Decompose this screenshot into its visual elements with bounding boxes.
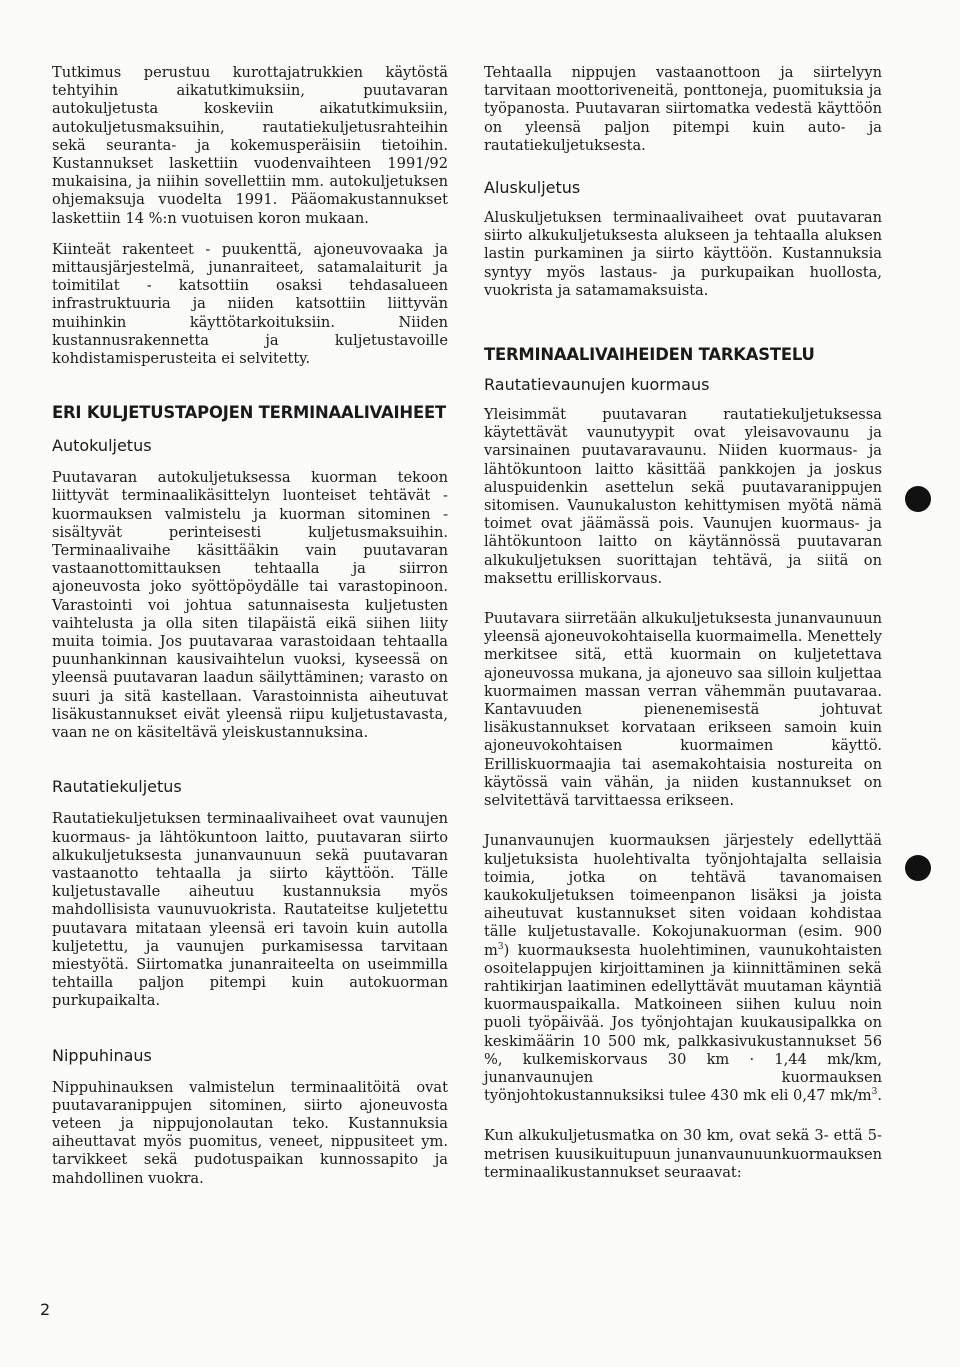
subheading-autokuljetus: Autokuljetus: [52, 436, 152, 456]
nippuhinaus-continued-paragraph: Tehtaalla nippujen vastaanottoon ja siirtelyyn tarvitaan moottoriveneitä, ponttoneja, puomituksia ja työpanosta. Puutavaran siirtomatka vedestä käyttöön on yleensä paljon pitempi kuin auto- ja rautatiekuljetuksesta.: [484, 64, 882, 154]
vaunutyypit-paragraph: Yleisimmät puutavaran rautatiekuljetuksessa käytettävät vaunutyypit ovat yleisavovaunu ja varsinainen puutavaravaunu. Niiden kuormaus- ja lähtökuntoon laitto käsittää pankkojen ja joskus aluspuidenkin asettelun sekä puutavaranippujen sitomisen. Vaunukaluston kehittymisen myötä nämä toimet ovat jäämässä pois. Vaunujen kuormaus- ja lähtökuntoon laitto on käytännössä puutavaran alkukuljetuksen suorittajan tehtävä, ja siitä on maksettu erilliskorvaus.: [484, 406, 882, 587]
margin-bullet-marker: [905, 486, 931, 512]
subheading-rautatiekuljetus: Rautatiekuljetus: [52, 777, 182, 797]
autokuljetus-paragraph: Puutavaran autokuljetuksessa kuorman tekoon liittyvät terminaalikäsittelyn luonteiset tehtävät - kuormauksen valmistelu ja kuorman sitominen - sisältyvät perinteisesti kuljetusmaksuihin. Terminaalivaihe käsittääkin vain puutavaran vastaanottomittauksen tehtaalla ja siirron ajoneuvosta joko syöttöpöydälle tai varastopinoon. Varastointi voi johtua satunnaisesta kuljetusten vaihtelusta ja olla siten tilapäistä eikä siihen liity muita toimia. Jos puutavaraa varastoidaan tehtaalla puunhankinnan kausivaihtelun vuoksi, kyseessä on yleensä puutavaran laadun säilyttäminen; varasto on suuri ja sitä kastellaan. Varastoinnista aiheutuvat lisäkustannukset eivät yleensä riipu kuljetustavasta, vaan ne on käsiteltävä yleiskustannuksina.: [52, 469, 448, 742]
nippuhinaus-paragraph: Nippuhinauksen valmistelun terminaalitöitä ovat puutavaranippujen sitominen, siirto ajoneuvosta veteen ja nippujonolautan teko. Kustannuksia aiheuttavat myös puomitus, veneet, nippusiteet ym. tarvikkeet sekä pudotuspaikan kunnossapito ja mahdollinen vuokra.: [52, 1078, 448, 1187]
right-column: [484, 64, 882, 1182]
subheading-rautatievaunujen-kuormaus: Rautatievaunujen kuormaus: [484, 375, 710, 395]
aluskuljetus-paragraph: Aluskuljetuksen terminaalivaiheet ovat puutavaran siirto alkukuljetuksesta alukseen ja tehtaalla aluksen lastin purkaminen ja siirto käyttöön. Kustannuksia syntyy myös lastaus- ja purkupaikan huollosta, vuokrista ja satamamaksuista.: [484, 209, 882, 299]
left-column: [52, 64, 448, 1188]
tyonjohto-paragraph: Junanvaunujen kuormauksen järjestely edellyttää kuljetuksista huolehtivalta työnjohtajalta sellaisia toimia, jotka on tehtävä tavanomaisen kaukokuljetuksen toimeenpanon lisäksi ja joista aiheutuvat kustannukset siten voidaan kohdistaa tälle kuljetustavalle. Kokojunakuorman (esim. 900 $m^3$) kuormauksesta huolehtiminen, vaunukohtaisten osoitelappujen kirjoittaminen ja kiinnittäminen sekä rahtikirjan laatiminen edellyttävät muutaman käyntiä kuormauspaikalla. Matkoineen siihen kuluu noin puoli työpäivää. Jos työnjohtajan kuukausipalkka on keskimäärin 10 500 mk, palkkasivukustannukset 56 %, kulkemiskorvaus 30 km · 1,44 mk/km, junanvaunujen kuormauksen työnjohtokustannuksiksi tulee 430 mk eli 0,47 $mk/m^3$.: [484, 832, 883, 1105]
fixed-structures-paragraph: Kiinteät rakenteet - puukenttä, ajoneuvovaaka ja mittausjärjestelmä, junanraiteet, satamalaiturit ja toimitilat - katsottiin osaksi tehdasalueen infrastruktuuria ja niiden katsottiin liittyvän muihinkin käyttötarkoituksiin. Niiden kustannusrakennetta ja kuljetustavoille kohdistamisperusteita ei selvitetty.: [52, 240, 448, 368]
section-heading-terminal-phases: ERI KULJETUSTAPOJEN TERMINAALIVAIHEET: [52, 403, 446, 423]
subheading-nippuhinaus: Nippuhinaus: [52, 1045, 152, 1065]
alkukuljetusmatka-paragraph: Kun alkukuljetusmatka on 30 km, ovat sekä 3- että 5-metrisen kuusikuitupuun junanvaunuunkuormauksen terminaalikustannukset seuraavat:: [484, 1127, 882, 1181]
subheading-aluskuljetus: Aluskuljetus: [484, 178, 581, 198]
margin-bullet-marker: [905, 855, 931, 881]
page-number: 2: [40, 1300, 51, 1319]
siirto-kuormaimella-paragraph: Puutavara siirretään alkukuljetuksesta junanvaunuun yleensä ajoneuvokohtaisella kuormaimella. Menettely merkitsee sitä, että kuormain on kuljetettava ajoneuvossa mukana, ja ajoneuvo saa silloin kuljettaa kuormaimen massan verran vähemmän puutavaraa. Kantavuuden pienenemisestä johtuvat lisäkustannukset korvataan erikseen samoin kuin ajoneuvokohtaisen kuormaimen käyttö. Erilliskuormaajia tai asemakohtaisia nostureita on käytössä vain vähän, ja niiden kustannukset on selvitettävä tarvittaessa erikseen.: [484, 610, 882, 810]
section-heading-tarkastelu: TERMINAALIVAIHEIDEN TARKASTELU: [484, 345, 815, 365]
intro-paragraph: Tutkimus perustuu kurottajatrukkien käytöstä tehtyihin aikatutkimuksiin, puutavaran autokuljetusta koskeviin aikatutkimuksiin, autokuljetusmaksuihin, rautatiekuljetusrahteihin sekä seuranta- ja kokemusperäisiin tietoihin. Kustannukset laskettiin vuodenvaihteen 1991/92 mukaisina, ja niihin sovellettiin mm. autokuljetuksen ohjemaksuja vuodelta 1991. Pääomakustannukset laskettiin 14 %:n vuotuisen koron mukaan.: [52, 64, 448, 227]
rautatiekuljetus-paragraph: Rautatiekuljetuksen terminaalivaiheet ovat vaunujen kuormaus- ja lähtökuntoon laitto, puutavaran siirto alkukuljetuksesta junanvaunuun sekä puutavaran vastaanotto tehtaalla ja siirto käyttöön. Tälle kuljetustavalle aiheutuu kustannuksia myös mahdollisista vaunuvuokrista. Rautateitse kuljetettu puutavara mitataan yleensä eri tavoin kuin autolla kuljetettu, ja vaunujen purkamisessa tarvitaan miestyötä. Siirtomatka junanraiteelta on useimmilla tehtailla paljon pitempi kuin autokuorman purkupaikalta.: [52, 810, 448, 1010]
